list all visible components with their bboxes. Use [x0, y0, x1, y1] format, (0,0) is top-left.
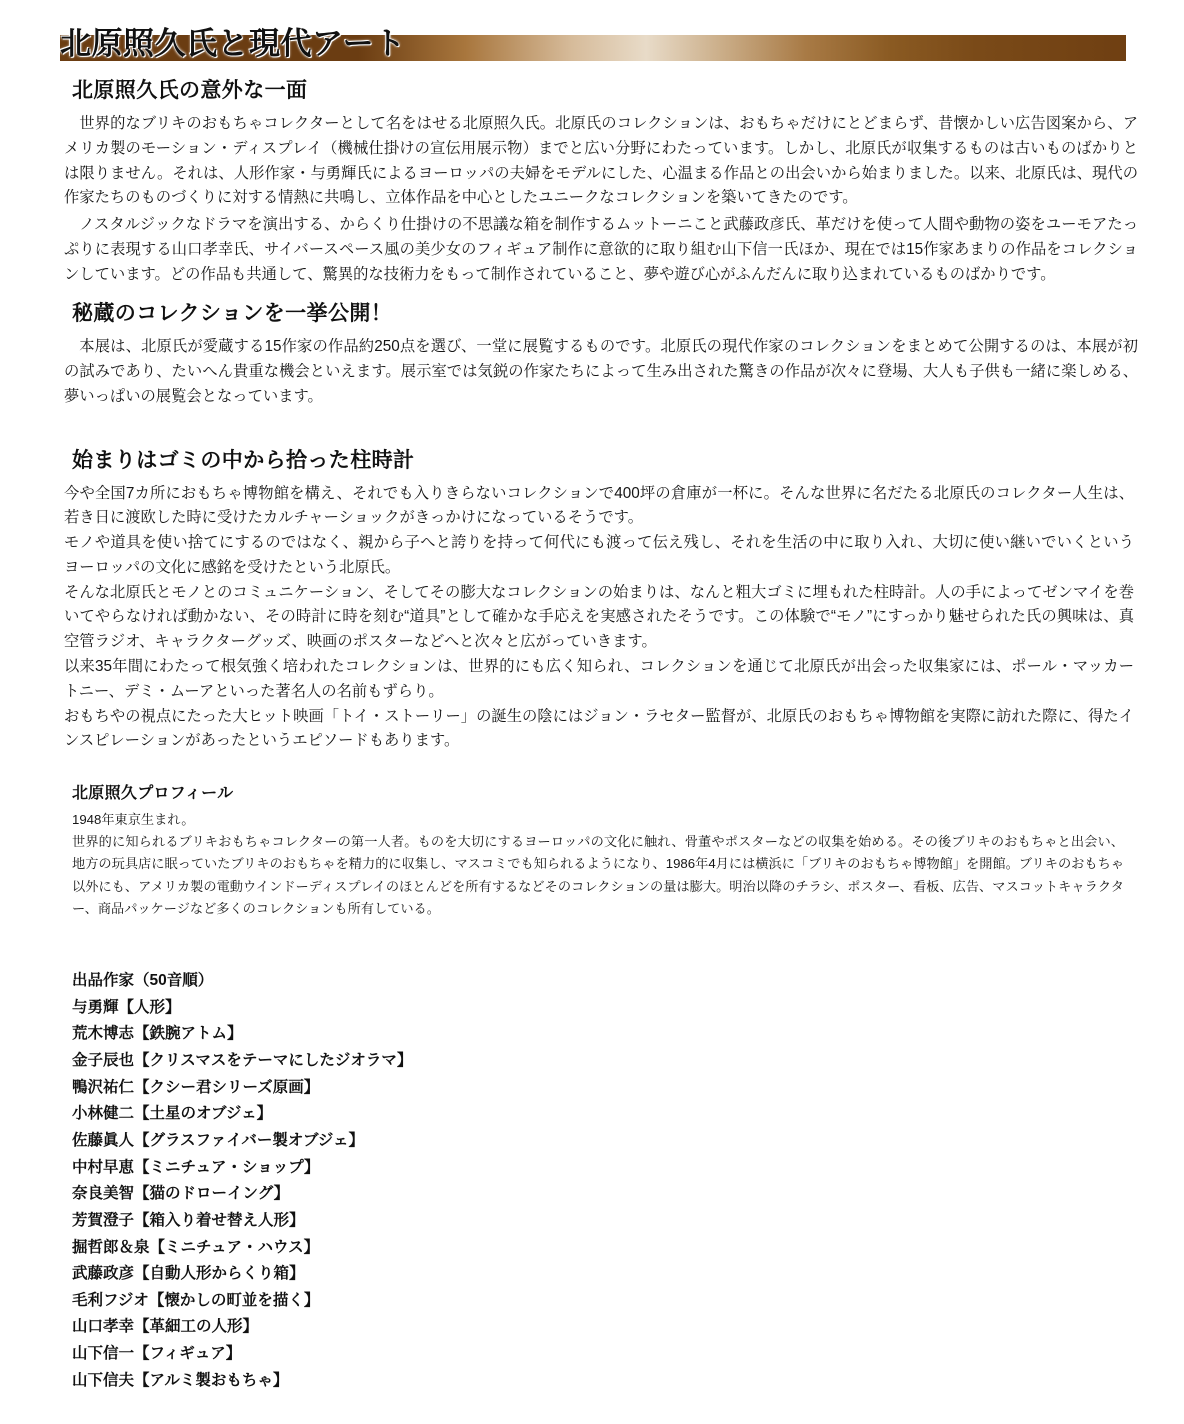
list-item: 荒木博志【鉄腕アトム】 — [72, 1025, 243, 1043]
page-title: 北原照久氏と現代アート — [60, 26, 406, 61]
list-item: 芳賀澄子【箱入り着せ替え人形】 — [72, 1211, 305, 1229]
artist-list-section — [72, 968, 1144, 1395]
list-item: 武藤政彦【自動人形からくり箱】 — [72, 1265, 305, 1283]
list-item: 山口孝幸【革細工の人形】 — [72, 1318, 259, 1336]
paragraph: そんな北原氏とモノとのコミュニケーション、そしてその膨大なコレクションの始まりは、なんと粗大ゴミに埋もれた柱時計。人の手によってゼンマイを巻いてやらなければ動かない、その時計に時を刻む“道具”として確かな手応えを実感されたそうです。この体験で“モノ”にすっかり魅せられた氏の興味は、真空管ラジオ、キャラクターグッズ、映画のポスターなどへと次々と広がっていきます。 — [64, 583, 1134, 651]
paragraph: 本展は、北原氏が愛蔵する15作家の作品約250点を選び、一堂に展覧するものです。北原氏の現代作家のコレクションをまとめて公開するのは、本展が初の試みであり、たいへん貴重な機会といえます。展示室では気鋭の作家たちによって生み出された驚きの作品が次々に登場、大人も子供も一緒に楽しめる、夢いっぱいの展覧会となっています。 — [64, 338, 1138, 405]
list-item: 小林健二【土星のオブジェ】 — [72, 1105, 273, 1123]
artist-list — [72, 995, 1144, 1395]
profile-body — [72, 809, 1124, 920]
section-heading-2: 秘蔵のコレクションを一挙公開！ — [72, 302, 393, 326]
story-body — [64, 482, 1134, 754]
list-item: 山下信一【フィギュア】 — [72, 1345, 242, 1363]
story-heading: 始まりはゴミの中から拾った柱時計 — [72, 448, 415, 472]
list-item: 鴨沢祐仁【クシー君シリーズ原画】 — [72, 1078, 320, 1096]
profile-heading: 北原照久プロフィール — [72, 785, 234, 803]
list-item: 佐藤眞人【グラスファイバー製オブジェ】 — [72, 1131, 365, 1149]
profile-line: 世界的に知られるブリキおもちゃコレクターの第一人者。ものを大切にするヨーロッパの文化に触れ、骨董やポスターなどの収集を始める。その後ブリキのおもちゃと出会い、地方の玩具店に眠っていたブリキのおもちゃを精力的に収集し、マスコミでも知られるようになり、1986年4月には横浜に「ブリキのおもちゃ博物館」を開館。ブリキのおもちゃ以外にも、アメリカ製の電動ウインドーディスプレイのほとんどを所有するなどそのコレクションの量は膨大。明治以降のチラシ、ポスター、看板、広告、マスコットキャラクター、商品パッケージなど多くのコレクションも所有している。 — [72, 834, 1124, 916]
list-item: 奈良美智【猫のドローイング】 — [72, 1185, 290, 1203]
list-item: 与勇輝【人形】 — [72, 998, 181, 1016]
paragraph: おもちやの視点にたった大ヒット映画「トイ・ストーリー」の誕生の陰にはジョン・ラセター監督が、北原氏のおもちゃ博物館を実際に訪れた際に、得たインスピレーションがあったというエピソードもあります。 — [64, 707, 1134, 750]
paragraph: 世界的なブリキのおもちゃコレクターとして名をはせる北原照久氏。北原氏のコレクションは、おもちゃだけにとどまらず、昔懐かしい広告図案から、アメリカ製のモーション・ディスプレイ（機械仕掛けの宣伝用展示物）までと広い分野にわたっています。しかし、北原氏が収集するものは古いものばかりとは限りません。それは、人形作家・与勇輝氏によるヨーロッパの夫婦をモデルにした、心温まる作品との出会いから始まりました。以来、北原氏は、現代の作家たちのものづくりに対する情熱に共鳴し、立体作品を中心としたユニークなコレクションを築いてきたのです。 — [64, 115, 1138, 207]
list-item: 山下信夫【アルミ製おもちゃ】 — [72, 1371, 289, 1389]
artist-list-title: 出品作家（50音順） — [72, 971, 214, 989]
paragraph: ノスタルジックなドラマを演出する、からくり仕掛けの不思議な箱を制作するムットーニこと武藤政彦氏、革だけを使って人間や動物の姿をユーモアたっぷりに表現する山口孝幸氏、サイバースペース風の美少女のフィギュア制作に意欲的に取り組む山下信一氏ほか、現在では15作家あまりの作品をコレクションしています。どの作品も共通して、驚異的な技術力をもって制作されていること、夢や遊び心がふんだんに取り込まれているものばかりです。 — [64, 216, 1138, 283]
paragraph: モノや道具を使い捨てにするのではなく、親から子へと誇りを持って何代にも渡って伝え残し、それを生活の中に取り入れ、大切に使い継いでいくというヨーロッパの文化に感銘を受けたという北原氏。 — [64, 534, 1134, 576]
list-item: 毛利フジオ【懐かしの町並を描く】 — [72, 1291, 320, 1309]
paragraph: 今や全国7カ所におもちゃ博物館を構え、それでも入りきらないコレクションで400坪の倉庫が一杯に。そんな世界に名だたる北原氏のコレクター人生は、若き日に渡欧した時に受けたカルチャーショックがきっかけになっているそうです。 — [64, 484, 1134, 527]
page-title-banner — [60, 24, 1144, 64]
list-item: 中村早恵【ミニチュア・ショップ】 — [72, 1158, 320, 1176]
section-body-1 — [64, 112, 1138, 287]
section-heading-1: 北原照久氏の意外な一面 — [72, 79, 308, 102]
list-item: 掘哲郎＆泉【ミニチュア・ハウス】 — [72, 1238, 320, 1256]
section-body-2 — [64, 335, 1138, 409]
profile-line: 1948年東京生まれ。 — [72, 812, 195, 828]
paragraph: 以来35年間にわたって根気強く培われたコレクションは、世界的にも広く知られ、コレクションを通じて北原氏が出会った収集家には、ポール・マッカートニー、デミ・ムーアといった著名人の名前もずらり。 — [64, 658, 1134, 700]
list-item: 金子辰也【クリスマスをテーマにしたジオラマ】 — [72, 1051, 413, 1069]
